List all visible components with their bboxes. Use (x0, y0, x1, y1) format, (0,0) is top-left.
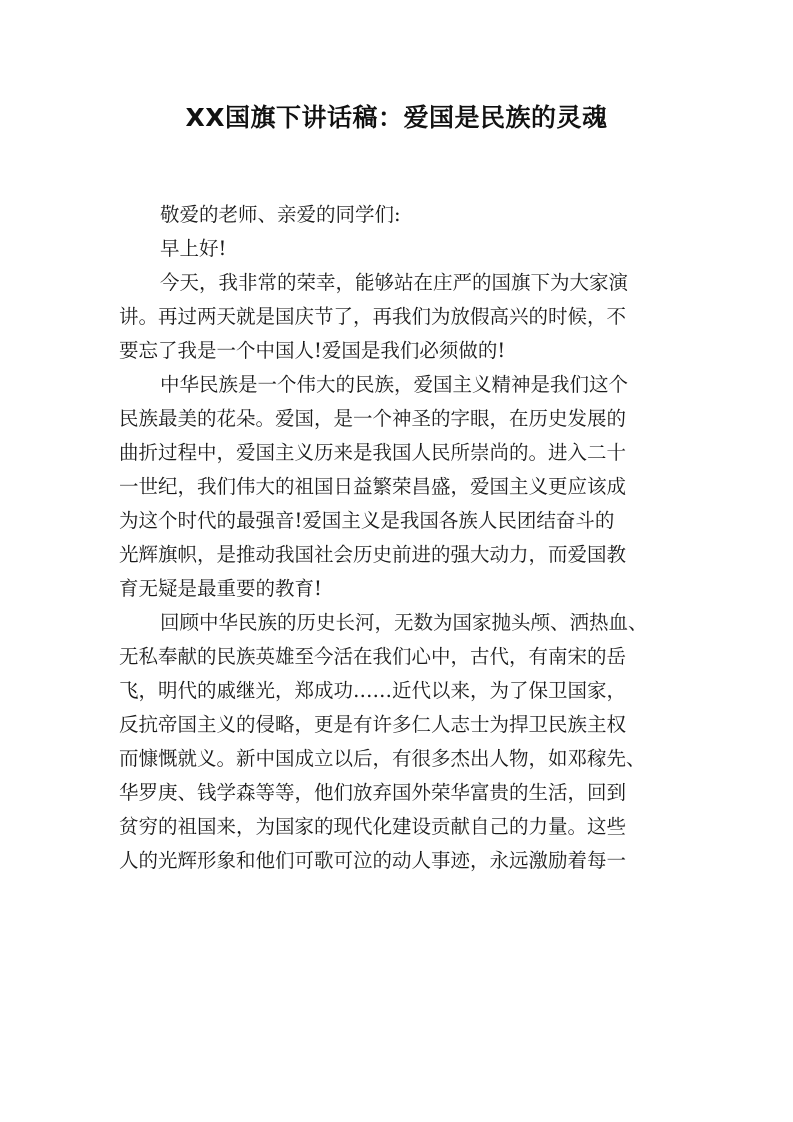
text-line: 回顾中华民族的历史长河，无数为国家抛头颅、洒热血、 (160, 611, 648, 634)
text-line: 一世纪，我们伟大的祖国日益繁荣昌盛，爱国主义更应该成 (119, 475, 627, 498)
document-body (119, 198, 679, 878)
text-line: 讲。再过两天就是国庆节了，再我们为放假高兴的时候，不 (119, 305, 627, 328)
document-title: XX国旗下讲话稿：爱国是民族的灵魂 (185, 103, 608, 132)
text-line: 敬爱的老师、亲爱的同学们: (160, 203, 401, 226)
text-line: 育无疑是最重要的教育! (119, 577, 322, 600)
text-line: 人的光辉形象和他们可歌可泣的动人事迹，永远激励着每一 (119, 849, 627, 872)
text-line: 今天，我非常的荣幸，能够站在庄严的国旗下为大家演 (160, 271, 629, 294)
text-line: 中华民族是一个伟大的民族，爱国主义精神是我们这个 (160, 373, 629, 396)
text-line: 反抗帝国主义的侵略，更是有许多仁人志士为捍卫民族主权 (119, 713, 627, 736)
text-line: 为这个时代的最强音!爱国主义是我国各族人民团结奋斗的 (119, 509, 615, 532)
text-line: 民族最美的花朵。爱国，是一个神圣的字眼，在历史发展的 (119, 407, 627, 430)
text-line: 华罗庚、钱学森等等，他们放弃国外荣华富贵的生活，回到 (119, 781, 627, 804)
text-line: 无私奉献的民族英雄至今活在我们心中，古代，有南宋的岳 (119, 645, 627, 668)
text-line: 曲折过程中，爱国主义历来是我国人民所崇尚的。进入二十 (119, 441, 627, 464)
text-line: 而慷慨就义。新中国成立以后，有很多杰出人物，如邓稼先、 (119, 747, 646, 770)
text-line: 飞，明代的戚继光，郑成功……近代以来，为了保卫国家， (119, 679, 627, 702)
text-line: 贫穷的祖国来，为国家的现代化建设贡献自己的力量。这些 (119, 815, 627, 838)
text-line: 早上好! (160, 237, 227, 260)
text-line: 要忘了我是一个中国人!爱国是我们必须做的! (119, 339, 506, 362)
text-line: 光辉旗帜，是推动我国社会历史前进的强大动力，而爱国教 (119, 543, 627, 566)
